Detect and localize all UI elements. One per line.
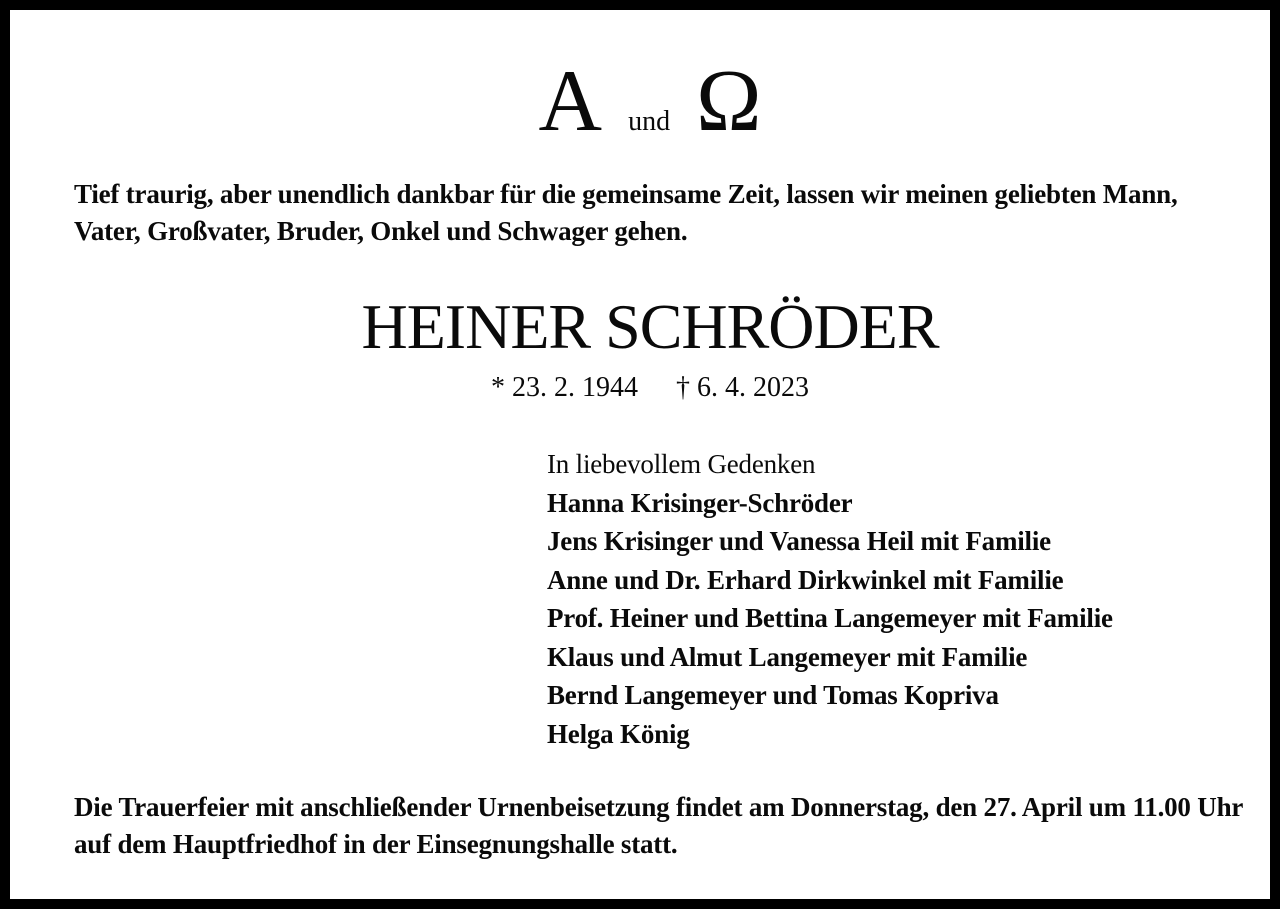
mourner-name: Jens Krisinger und Vanessa Heil mit Familie xyxy=(547,526,1051,556)
mourner-name: Bernd Langemeyer und Tomas Kopriva xyxy=(547,680,999,710)
mourner-name: Prof. Heiner und Bettina Langemeyer mit Familie xyxy=(547,603,1113,633)
birth-date: * 23. 2. 1944 xyxy=(491,372,638,403)
mourner-name: Helga König xyxy=(547,718,690,749)
funeral-service-info: Die Trauerfeier mit anschließender Urnenbeisetzung findet am Donnerstag, den 27. April um 11.00 Uhr auf dem Hauptfriedhof in der Einsegnungshalle statt. xyxy=(74,792,1243,859)
death-date: † 6. 4. 2023 xyxy=(676,372,809,403)
intro-text: Tief traurig, aber unendlich dankbar für die gemeinsame Zeit, lassen wir meinen geliebten Mann, Vater, Großvater, Bruder, Onkel und Schwager gehen. xyxy=(74,179,1178,246)
alpha-letter: A xyxy=(538,53,603,150)
mourner-name: Anne und Dr. Erhard Dirkwinkel mit Familie xyxy=(547,564,1064,595)
deceased-name: HEINER SCHRÖDER xyxy=(361,291,939,362)
mourner-name: Klaus und Almut Langemeyer mit Familie xyxy=(547,641,1028,672)
mourner-name: Hanna Krisinger-Schröder xyxy=(547,487,853,518)
alpha-omega-symbol xyxy=(10,53,1280,150)
mourners-list xyxy=(547,445,1267,753)
omega-letter: Ω xyxy=(696,53,762,150)
life-dates xyxy=(10,370,1280,406)
mourners-heading: In liebevollem Gedenken xyxy=(547,449,816,479)
und-word: und xyxy=(628,106,671,137)
